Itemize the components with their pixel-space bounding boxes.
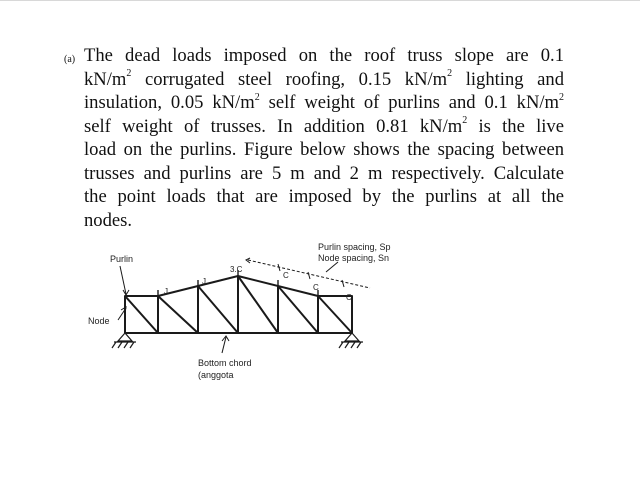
problem-line-4: self weight of trusses. In addition 0.81 $kN/m^2$ is the live [84, 115, 564, 137]
question-marker: (a) [64, 54, 76, 65]
right-support [339, 333, 363, 348]
problem-statement [84, 44, 564, 232]
leader-lines [118, 262, 338, 353]
handwritten-note-b: J [202, 277, 206, 286]
problem-line-1: The dead loads imposed on the roof truss slope are 0.1 [84, 45, 564, 66]
problem-line-7: the point loads that are imposed by the purlins at all the [84, 186, 564, 207]
handwritten-note-d: C [283, 271, 289, 280]
problem-line-2: $kN/m^2$ corrugated steel roofing, 0.15 $kN/m^2$ lighting and [84, 68, 564, 90]
top-divider [0, 0, 640, 1]
left-support [112, 333, 136, 348]
problem-line-8: nodes. [84, 209, 133, 231]
purlin-spacing-label: Purlin spacing, Sp [318, 242, 391, 252]
handwritten-note-f: C [346, 293, 352, 302]
node-label: Node [88, 316, 110, 326]
roof-truss-figure [80, 238, 420, 388]
node-spacing-label: Node spacing, Sn [318, 253, 390, 263]
bottom-chord-label: Bottom chord [198, 358, 252, 368]
purlin-label: Purlin [110, 254, 134, 264]
problem-line-3: insulation, 0.05 $kN/m^2$ self weight of purlins and 0.1 $kN/m^2$ [84, 91, 564, 113]
handwritten-note-a: J [164, 287, 168, 296]
anggota-label: (anggota [198, 370, 234, 380]
problem-line-6: trusses and purlins are 5 m and 2 m respectively. Calculate [84, 162, 564, 184]
handwritten-note-e: C [313, 283, 319, 292]
problem-line-5: load on the purlins. Figure below shows the spacing between [84, 139, 564, 160]
handwritten-note-c: 3.C [230, 265, 243, 274]
